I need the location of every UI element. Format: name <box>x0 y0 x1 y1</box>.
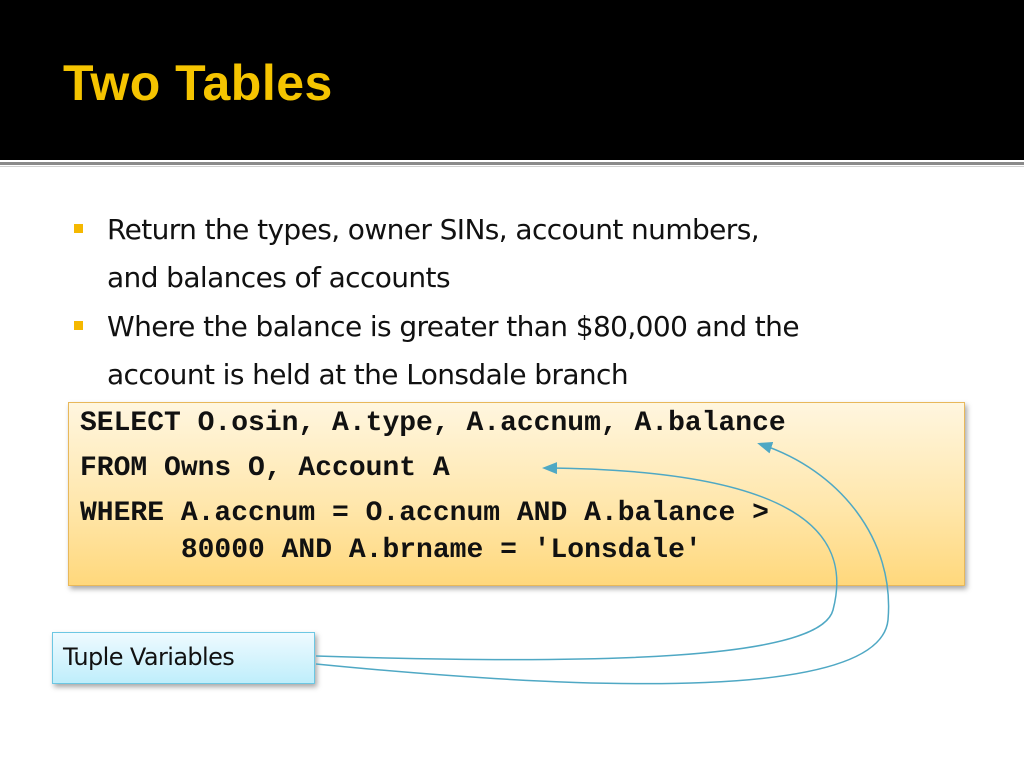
bullet-text-line: Return the types, owner SINs, account numbers, <box>107 213 760 246</box>
bullet-text-line: account is held at the Lonsdale branch <box>107 358 628 391</box>
sql-select-line: SELECT O.osin, A.type, A.accnum, A.balance <box>80 408 786 439</box>
slide-title: Two Tables <box>63 55 333 111</box>
arrow-to-owns-alias <box>316 444 889 684</box>
bullet-text-line: and balances of accounts <box>107 261 450 294</box>
sql-where-line: WHERE A.accnum = O.accnum AND A.balance > <box>80 498 769 529</box>
arrow-to-account-alias <box>316 468 837 660</box>
callout-label: Tuple Variables <box>63 643 235 671</box>
sql-from-line: FROM Owns O, Account A <box>80 453 450 484</box>
bullet-text-line: Where the balance is greater than $80,000 and the <box>107 310 799 343</box>
sql-where-continuation-line: 80000 AND A.brname = 'Lonsdale' <box>80 535 702 566</box>
